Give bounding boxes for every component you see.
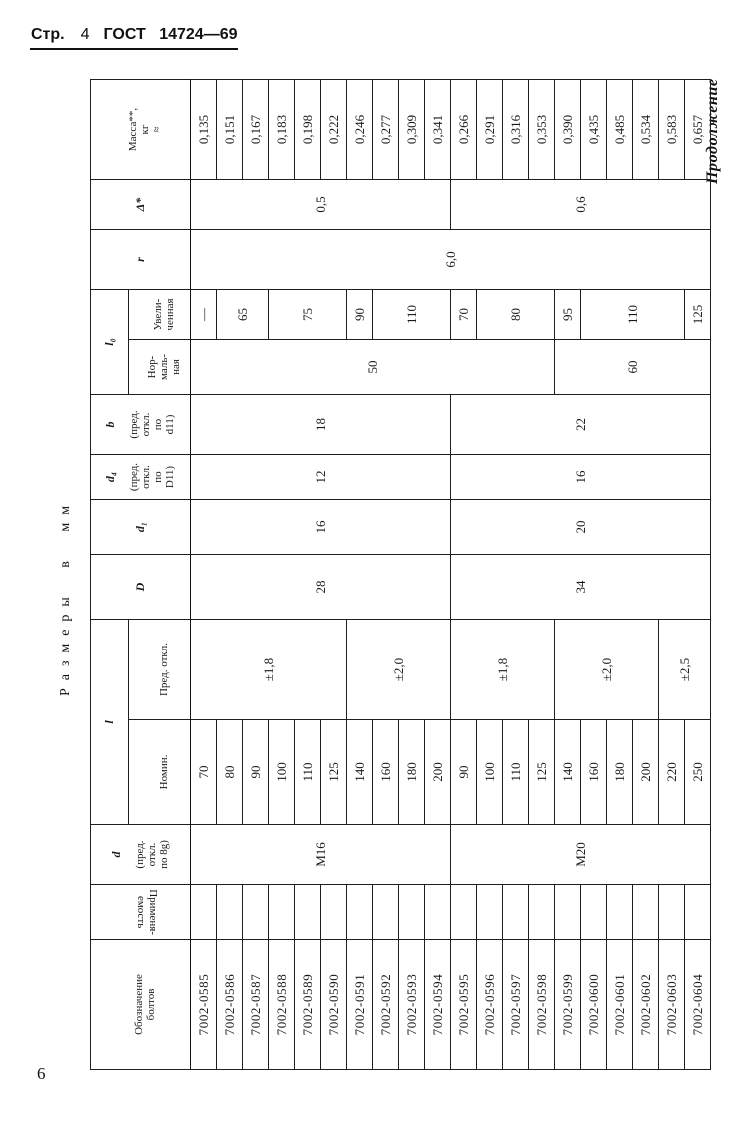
head-D-cell: 34 [450,555,710,620]
designation-cell: 7002-0595 [450,940,476,1070]
header-b-symbol: b [103,421,118,428]
applicability-cell [320,885,346,940]
header-applicability [91,885,191,940]
l0-increased-cell: 125 [684,290,710,340]
b-cell: 22 [450,395,710,455]
l0-increased-cell: 80 [476,290,554,340]
applicability-cell [450,885,476,940]
b-cell: 18 [190,395,450,455]
header-delta-symbol: Δ* [132,197,147,212]
header-d1-symbol: d₁ [132,521,147,533]
header-r [91,230,191,290]
l-nominal-cell: 250 [684,720,710,825]
l-tolerance-cell: ±1,8 [450,620,554,720]
mass-cell: 0,353 [528,80,554,180]
head-D-cell: 28 [190,555,450,620]
mass-cell: 0,291 [476,80,502,180]
l-tolerance-cell: ±2,5 [658,620,710,720]
l-nominal-cell: 80 [216,720,242,825]
mass-cell: 0,435 [580,80,606,180]
table-row [450,80,476,1070]
header-l0-increased [128,290,190,340]
l-nominal-cell: 180 [398,720,424,825]
l-nominal-cell: 220 [658,720,684,825]
table-row [190,80,216,1070]
header-D [91,555,191,620]
l-nominal-cell: 100 [268,720,294,825]
l-nominal-cell: 90 [242,720,268,825]
mass-cell: 0,151 [216,80,242,180]
designation-cell: 7002-0589 [294,940,320,1070]
l-nominal-cell: 160 [580,720,606,825]
applicability-cell [502,885,528,940]
header-mass-label: Масса**, кг ≈ [127,107,164,152]
designation-cell: 7002-0598 [528,940,554,1070]
mass-cell: 0,657 [684,80,710,180]
d4-cell: 12 [190,455,450,500]
l0-increased-cell: 70 [450,290,476,340]
header-l0-symbol: l₀ [101,338,116,346]
l-nominal-cell: 140 [346,720,372,825]
designation-cell: 7002-0601 [606,940,632,1070]
mass-cell: 0,485 [606,80,632,180]
d4-cell: 16 [450,455,710,500]
designation-cell: 7002-0593 [398,940,424,1070]
l0-increased-cell: 110 [372,290,450,340]
mass-cell: 0,266 [450,80,476,180]
l0-normal-cell: 60 [554,340,710,395]
delta-cell: 0,5 [190,180,450,230]
l-nominal-cell: 125 [528,720,554,825]
header-applicability-label: Применя- емость [135,889,160,935]
mass-cell: 0,246 [346,80,372,180]
applicability-cell [528,885,554,940]
header-l-group [91,620,129,825]
l-nominal-cell: 110 [294,720,320,825]
header-D-symbol: D [132,582,147,592]
designation-cell: 7002-0596 [476,940,502,1070]
designation-cell: 7002-0590 [320,940,346,1070]
l0-increased-cell: 95 [554,290,580,340]
header-d4 [91,455,191,500]
header-row-main [91,80,129,1070]
applicability-cell [372,885,398,940]
header-delta [91,180,191,230]
header-b [91,395,191,455]
designation-cell: 7002-0597 [502,940,528,1070]
header-l0-increased-label: Увели- ченная [152,298,177,331]
l0-normal-cell: 50 [190,340,554,395]
designation-cell: 7002-0586 [216,940,242,1070]
designation-cell: 7002-0604 [684,940,710,1070]
applicability-cell [398,885,424,940]
header-d [91,825,191,885]
mass-cell: 0,198 [294,80,320,180]
bolt-table-rotated [90,80,705,1070]
header-l-nominal-label: Номин. [158,754,171,790]
mass-cell: 0,167 [242,80,268,180]
l-nominal-cell: 180 [606,720,632,825]
header-d4-symbol: d₄ [103,471,118,483]
designation-cell: 7002-0591 [346,940,372,1070]
applicability-cell [476,885,502,940]
d1-cell: 20 [450,500,710,555]
continuation-label: Продолжение [704,78,721,184]
l-nominal-cell: 140 [554,720,580,825]
standard-code: ГОСТ 14724—69 [103,26,238,43]
designation-cell: 7002-0603 [658,940,684,1070]
applicability-cell [190,885,216,940]
applicability-cell [294,885,320,940]
designation-cell: 7002-0592 [372,940,398,1070]
l-nominal-cell: 70 [190,720,216,825]
page-index: 4 [80,26,90,43]
applicability-cell [346,885,372,940]
thread-d-cell: М20 [450,825,710,885]
designation-cell: 7002-0594 [424,940,450,1070]
page-label: Стр. [31,26,65,43]
thread-d-cell: М16 [190,825,450,885]
header-d4-note: (пред. откл. по D11) [128,462,176,492]
bolt-table [90,79,711,1070]
designation-cell: 7002-0587 [242,940,268,1070]
header-l0-group [91,290,129,395]
applicability-cell [658,885,684,940]
page-header [31,24,237,46]
header-l-tolerance [128,620,190,720]
applicability-cell [216,885,242,940]
page-number: 6 [37,1064,46,1083]
header-l-tolerance-label: Пред. откл. [158,642,171,697]
header-l-nominal [128,720,190,825]
applicability-cell [424,885,450,940]
l-nominal-cell: 160 [372,720,398,825]
header-d1 [91,500,191,555]
d1-cell: 16 [190,500,450,555]
mass-cell: 0,390 [554,80,580,180]
l0-increased-cell: — [190,290,216,340]
l-nominal-cell: 90 [450,720,476,825]
mass-cell: 0,183 [268,80,294,180]
designation-cell: 7002-0585 [190,940,216,1070]
l-nominal-cell: 200 [424,720,450,825]
header-l-symbol: l [101,720,116,724]
bolt-table-container [90,80,705,1070]
applicability-cell [580,885,606,940]
designation-cell: 7002-0600 [580,940,606,1070]
applicability-cell [606,885,632,940]
header-r-symbol: r [132,257,147,262]
l-tolerance-cell: ±2,0 [554,620,658,720]
applicability-cell [632,885,658,940]
mass-cell: 0,534 [632,80,658,180]
designation-cell: 7002-0602 [632,940,658,1070]
header-rule [30,48,238,50]
applicability-cell [684,885,710,940]
header-d-note: (пред. откл. по 8g) [133,840,170,869]
l0-increased-cell: 110 [580,290,684,340]
l-nominal-cell: 110 [502,720,528,825]
header-l0-normal-label: Нор- маль- ная [146,353,183,381]
mass-cell: 0,277 [372,80,398,180]
l0-increased-cell: 90 [346,290,372,340]
designation-cell: 7002-0599 [554,940,580,1070]
header-designation [91,940,191,1070]
header-designation-label: Обозначение болтов [133,974,158,1035]
l0-increased-cell: 75 [268,290,346,340]
l-tolerance-cell: ±2,0 [346,620,450,720]
l-nominal-cell: 100 [476,720,502,825]
dimensions-caption: Размеры в мм [58,497,73,697]
mass-cell: 0,341 [424,80,450,180]
applicability-cell [268,885,294,940]
r-cell: 6,0 [190,230,710,290]
header-l0-normal [128,340,190,395]
applicability-cell [554,885,580,940]
delta-cell: 0,6 [450,180,710,230]
bolt-table-body [190,80,710,1070]
applicability-cell [242,885,268,940]
designation-cell: 7002-0588 [268,940,294,1070]
l-nominal-cell: 125 [320,720,346,825]
mass-cell: 0,135 [190,80,216,180]
mass-cell: 0,583 [658,80,684,180]
header-b-note: (пред. откл. по d11) [128,410,176,439]
l-nominal-cell: 200 [632,720,658,825]
l-tolerance-cell: ±1,8 [190,620,346,720]
header-mass [91,80,191,180]
mass-cell: 0,316 [502,80,528,180]
mass-cell: 0,309 [398,80,424,180]
header-d-symbol: d [109,851,124,858]
l0-increased-cell: 65 [216,290,268,340]
mass-cell: 0,222 [320,80,346,180]
